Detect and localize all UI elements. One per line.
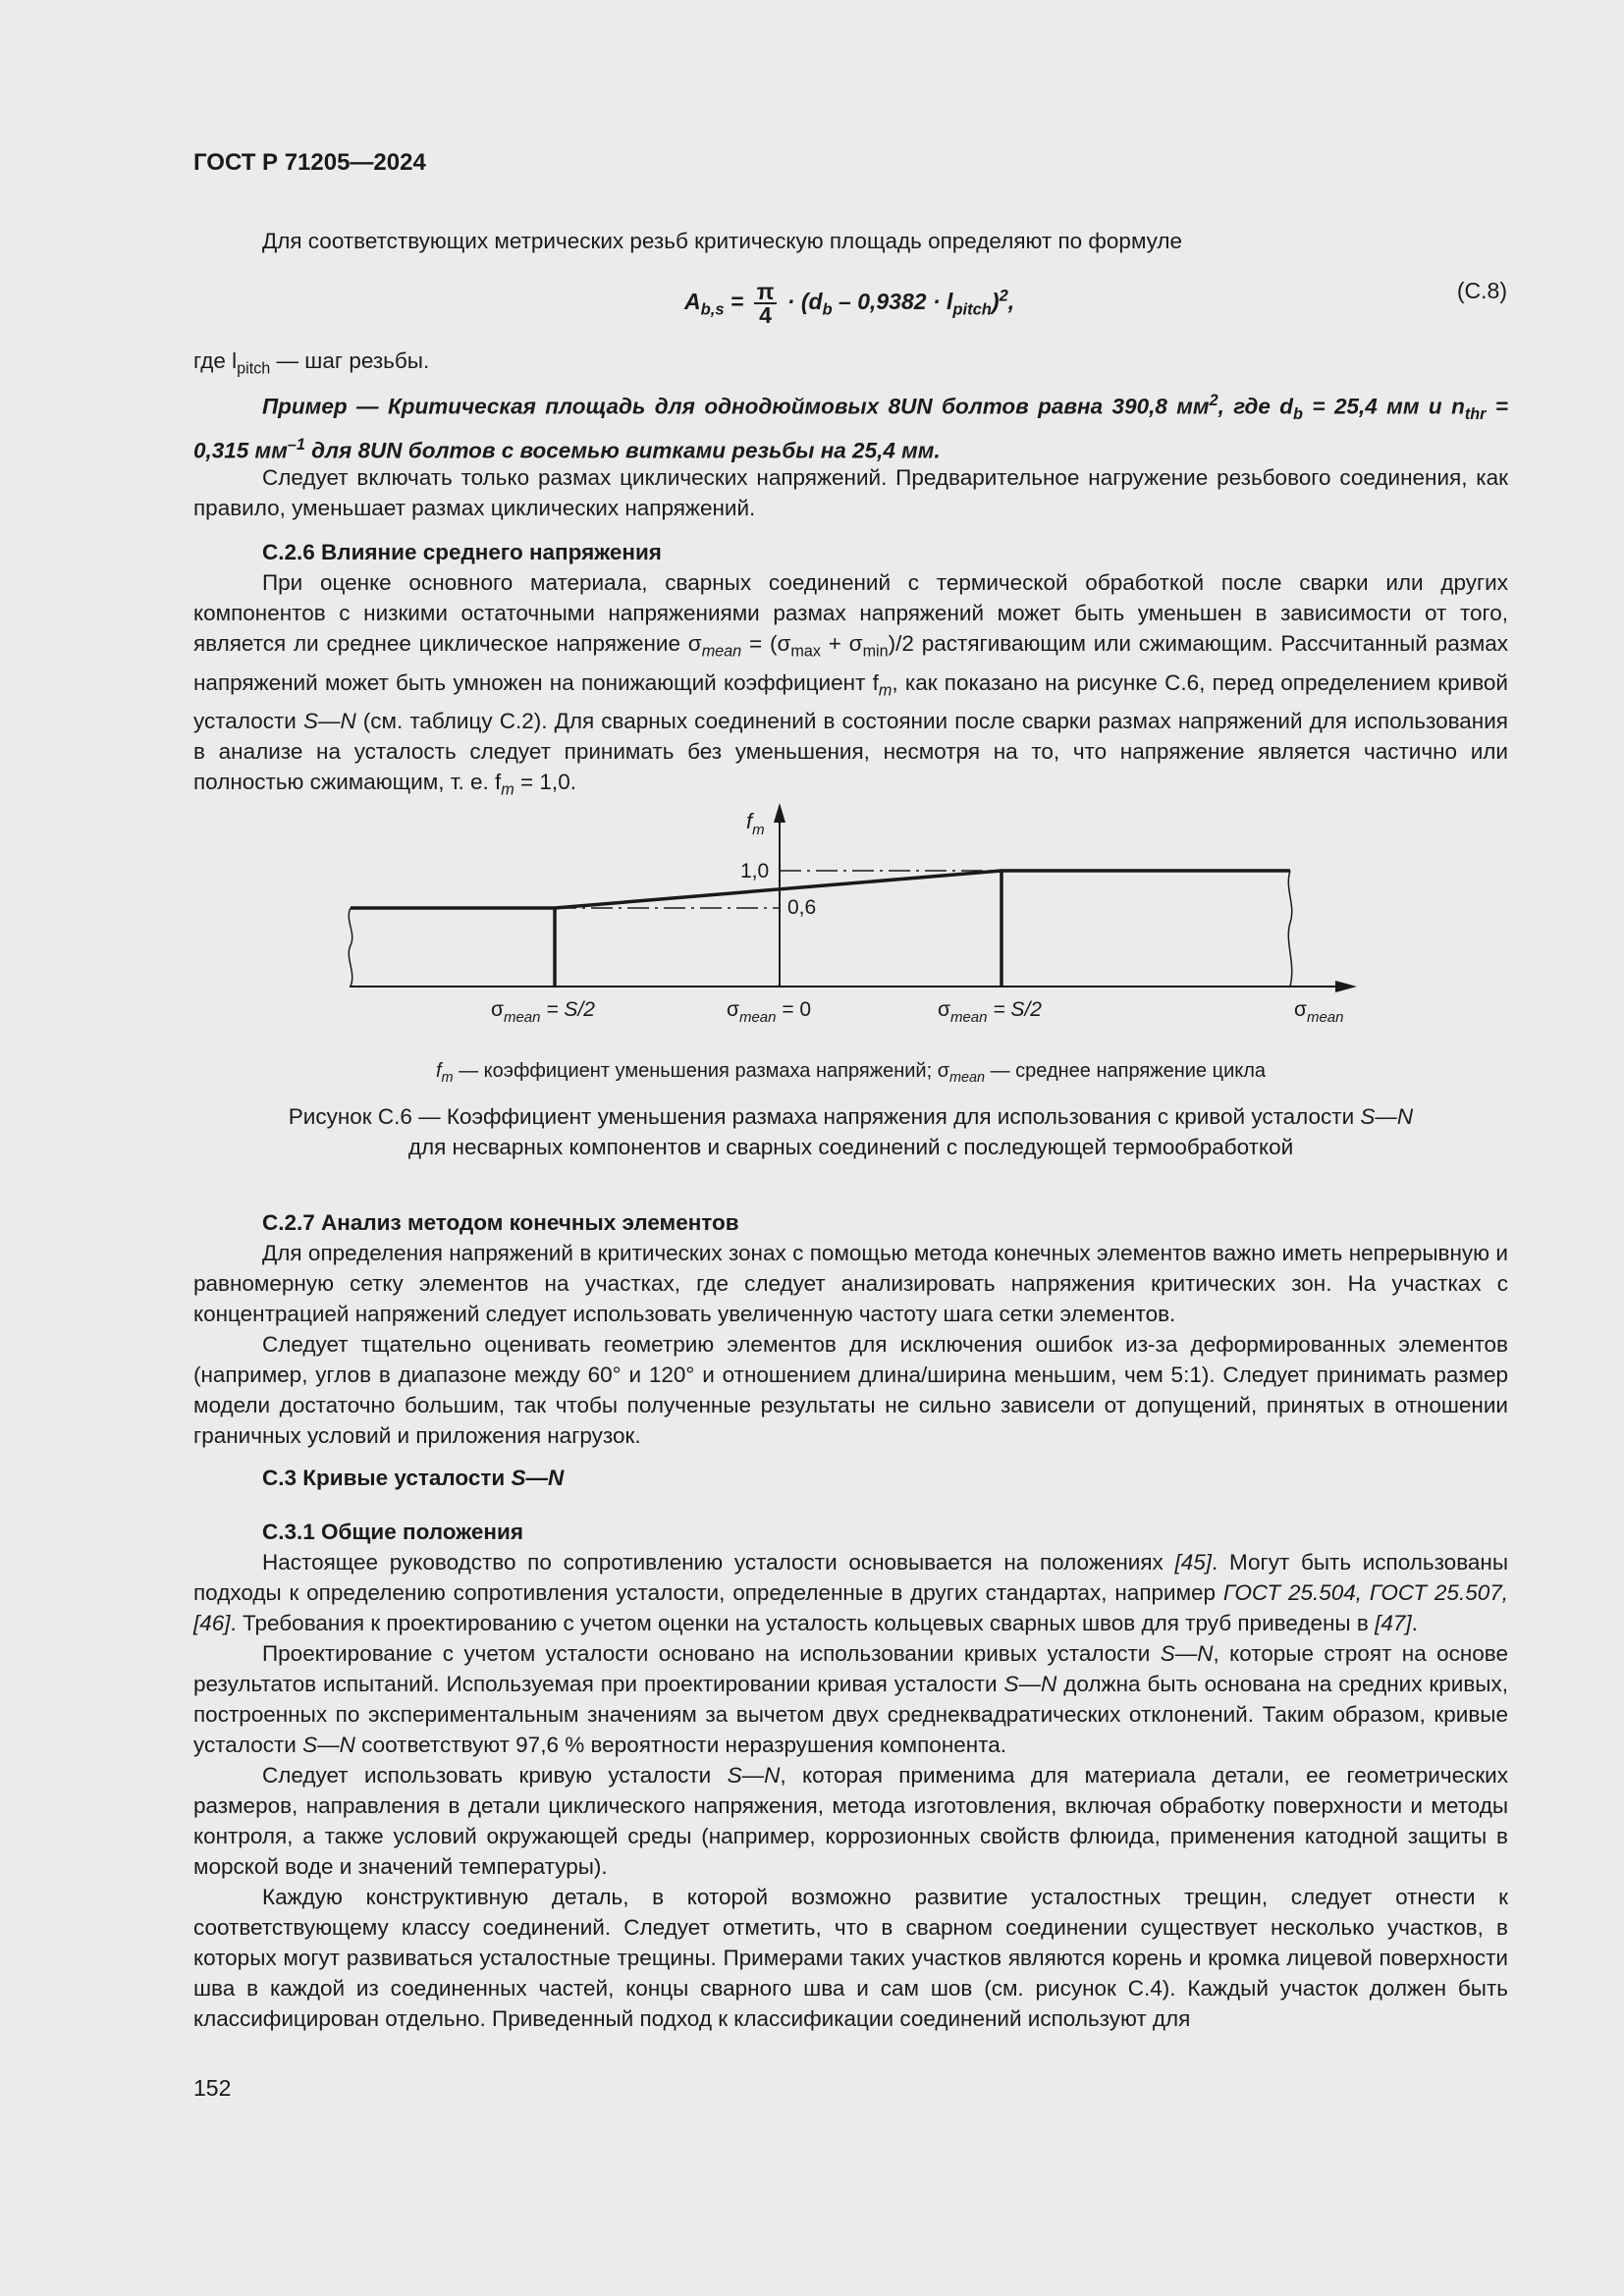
paragraph-c31-1: Настоящее руководство по сопротивлению усталости основывается на положениях [45]. Могут быть использованы подходы к определению сопротивления усталости, определенные в других стандартах, например ГОСТ 25.504, ГОСТ 25.507, [46]. Требования к проектированию с учетом оценки на усталость кольцевых сварных швов для труб приведены в [47]. — [193, 1550, 1509, 1635]
paragraph-c26: При оценке основного материала, сварных соединений с термической обработкой после сварки или других компонентов с низкими остаточными напряжениями размах напряжений может быть уменьшен в зависимости от того, является ли среднее циклическое напряжение $\sigma_{mean} = (\sigma_{max} + \sigma_{min})/2$ растягивающим или сжимающим. Рассчитанный размах напряжений может быть умножен на понижающий коэффициент $f_m$, как показано на рисунке С.6, перед определением кривой усталости S—N (см. таблицу С.2). Для сварных соединений в состоянии после сварки размах напряжений для использования в анализе на усталость следует принимать без уменьшения, несмотря на то, что напряжение является частично или полностью сжимающим, т. е. $f_m = 1,0$. — [193, 570, 1508, 799]
fm-curve — [351, 871, 1290, 908]
section-heading-c3: С.3 Кривые усталости S—N — [262, 1466, 565, 1490]
figure-caption: Рисунок С.6 — Коэффициент уменьшения размаха напряжения для использования с кривой усталости S—N для несварных компонентов и сварных соединений с последующей термообработкой — [288, 1104, 1414, 1159]
paragraph-c27-1: Для определения напряжений в критических зонах с помощью метода конечных элементов важно иметь непрерывную и равномерную сетку элементов на участках, где следует анализировать напряжения критических зон. На участках с концентрацией напряжений следует использовать увеличенную частоту шага сетки элементов. — [193, 1241, 1508, 1326]
label-0-6: 0,6 — [787, 896, 817, 919]
section-c31 — [193, 1517, 1508, 2034]
paragraph-cyclic: Следует включать только размах циклических напряжений. Предварительное нагружение резьбового соединения, как правило, уменьшает размах циклических напряжений. — [193, 465, 1508, 520]
paragraph-c31-4: Каждую конструктивную деталь, в которой возможно развитие усталостных трещин, следует отнести к соответствующему классу соединений. Следует отметить, что в сварном соединении существует несколько участков, в которых могут развиваться усталостные трещины. Примерами таких участков являются корень и кромка лицевой поверхности шва в каждой из соединенных частей, концы сварного шва и сам шов (см. рисунок С.4). Каждый участок должен быть классифицирован отдельно. Приведенный подход к классификации соединений используют для — [193, 1885, 1508, 2031]
where-clause: где $l_{pitch}$ — шаг резьбы. — [193, 348, 430, 378]
document-header: ГОСТ Р 71205—2024 — [193, 149, 426, 176]
page-number: 152 — [193, 2075, 232, 2101]
x-label-right: $\sigma_{mean} = S/2$ — [938, 998, 1042, 1026]
paragraph-c31-2: Проектирование с учетом усталости основано на использовании кривых усталости S—N, которые строят на основе результатов испытаний. Используемая при проектировании кривая усталости S—N должна быть основана на средних кривых, построенных по экспериментальным значениям за вычетом двух среднеквадратических отклонений. Таким образом, кривые усталости S—N соответствуют 97,6 % вероятности неразрушения компонента. — [193, 1641, 1508, 1757]
section-heading-c31: С.3.1 Общие положения — [262, 1520, 523, 1544]
x-label-center: $\sigma_{mean} = 0$ — [727, 998, 812, 1026]
paragraph-c31-3: Следует использовать кривую усталости S—N, которая применима для материала детали, ее геометрических размеров, направления в детали циклического напряжения, метода изготовления, включая обработку поверхности и методы контроля, а также условий окружающей среды (например, коррозионных свойств флюида, применения катодной защиты в морской воде и значений температуры). — [193, 1763, 1508, 1879]
paragraph-c27-2: Следует тщательно оценивать геометрию элементов для исключения ошибок из-за деформированных элементов (например, углов в диапазоне между 60° и 120° и отношением длина/ширина меньшим, чем 5:1). Следует принимать размер модели достаточно большим, так чтобы полученные результаты не сильно зависели от допущений, принятых в отношении граничных условий и приложения нагрузок. — [193, 1332, 1508, 1448]
y-axis-label: $f_m$ — [746, 809, 765, 838]
section-heading-c27: С.2.7 Анализ методом конечных элементов — [262, 1210, 739, 1235]
formula-intro: Для соответствующих метрических резьб критическую площадь определяют по формуле — [262, 229, 1183, 253]
example-note: Пример — Критическая площадь для однодюймовых 8UN болтов равна 390,8 $мм^2$, где $d_b = 25,4$ мм и $n_{thr} = 0,315$ $мм^{-1}$ для 8UN болтов с восемью витками резьбы на 25,4 мм. — [193, 392, 1508, 463]
y-axis-arrow — [774, 803, 785, 823]
left-break-line — [349, 908, 352, 987]
label-1-0: 1,0 — [740, 860, 770, 882]
section-c27 — [193, 1207, 1508, 1451]
x-axis-label: $\sigma_{mean}$ — [1294, 998, 1344, 1026]
section-c26 — [193, 537, 1508, 806]
equation-number: (С.8) — [1456, 278, 1507, 303]
figure-c6-diagram — [324, 795, 1384, 1041]
formula-fraction: $\frac{\pi}{4}$ — [754, 281, 778, 326]
x-axis-arrow — [1335, 981, 1357, 992]
section-c3 — [193, 1463, 1508, 1493]
figure-legend: $f_m$ — коэффициент уменьшения размаха напряжений; $\sigma_{mean}$ — среднее напряжение цикла — [435, 1060, 1267, 1086]
right-break-line — [1288, 871, 1291, 987]
section-heading-c26: С.2.6 Влияние среднего напряжения — [262, 540, 662, 564]
x-label-left: $\sigma_{mean} = S/2$ — [491, 998, 595, 1026]
formula-c8: $A_{b,s}$ = $\frac{\pi}{4}$ · $(d_b - 0,9382 \cdot l_{pitch})^2$, — [684, 279, 1015, 328]
